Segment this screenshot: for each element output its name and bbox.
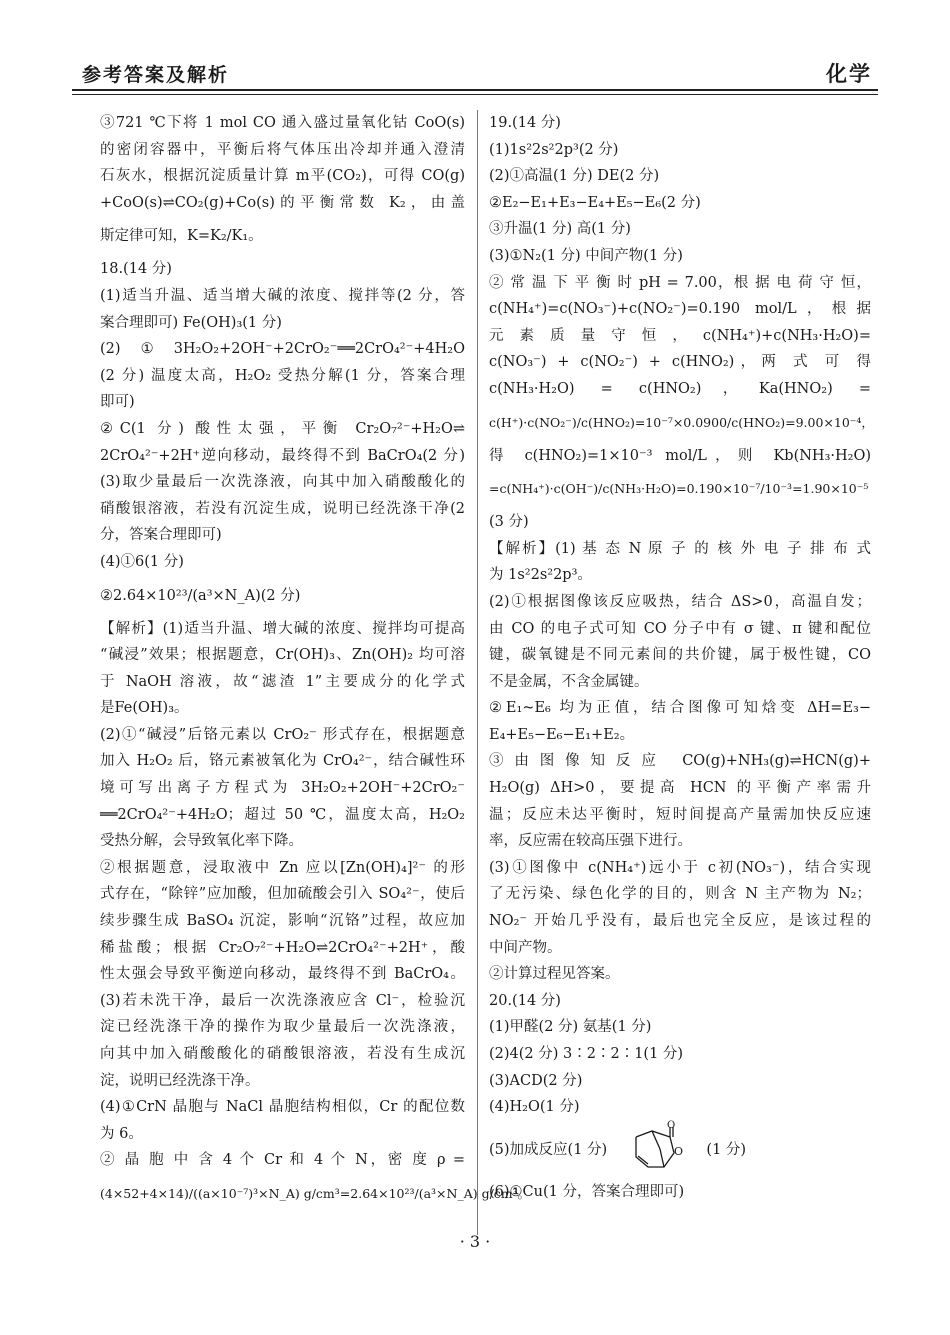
text-line: (2)①3H₂O₂+2OH⁻+2CrO₂⁻══2CrO₄²⁻+4H₂O bbox=[100, 341, 465, 358]
text-line: 加入 H₂O₂ 后，铬元素被氧化为 CrO₄²⁻，结合碱性环 bbox=[100, 753, 465, 770]
text-line: 淀已经洗涤干净的操作为取少量最后一次洗涤液， bbox=[100, 1019, 465, 1036]
text-line: ══2CrO₄²⁻+4H₂O；超过 50 ℃，温度太高，H₂O₂ bbox=[100, 806, 465, 823]
text-line: 2CrO₄²⁻+2H⁺逆向移动，最终得不到 BaCrO₄(2 分) bbox=[100, 447, 465, 464]
text-line: ② 常 温 下 平 衡 时 pH = 7.00，根 据 电 荷 守 恒， bbox=[489, 274, 871, 291]
text-line: ②C(1 分) 酸性太强，平衡 Cr₂O₇²⁻+H₂O⇌ bbox=[100, 420, 465, 437]
question-number: 19.(14 分) bbox=[489, 115, 561, 131]
text-line: ③由图像知反应 CO(g)+NH₃(g)⇌HCN(g)+ bbox=[489, 753, 871, 770]
right-column bbox=[489, 110, 874, 1205]
text-line: (3)ACD(2 分) bbox=[489, 1072, 583, 1089]
text-line: ② 晶 胞 中 含 4 个 Cr 和 4 个 N，密 度 ρ = bbox=[100, 1152, 465, 1169]
text-line: 分，答案合理即可) bbox=[100, 527, 222, 544]
text-line: c(NH₃·H₂O) = c(HNO₂)，Ka(HNO₂) = bbox=[489, 380, 871, 397]
text-line: (2)①“碱浸”后铬元素以 CrO₂⁻ 形式存在，根据题意 bbox=[100, 726, 465, 743]
text-line: (1)适当升温、适当增大碱的浓度、搅拌等(2 分，答 bbox=[100, 287, 465, 304]
text-line: (3)①图像中 c(NH₄⁺)远小于 c初(NO₃⁻)，结合实现 bbox=[489, 859, 871, 876]
density-formula: (4×52+4×14)/((a×10⁻⁷)³×N_A) g/cm³=2.64×10²³/(a³×N_A) g/cm³。 bbox=[100, 1185, 531, 1201]
text-line: (3 分) bbox=[489, 514, 529, 531]
text-line: 案合理即可) Fe(OH)₃(1 分) bbox=[100, 314, 282, 331]
text-line: (4)①CrN 晶胞与 NaCl 晶胞结构相似，Cr 的配位数 bbox=[100, 1099, 465, 1116]
text-line: ②根据题意，浸取液中 Zn 应以[Zn(OH)₄]²⁻ 的形 bbox=[100, 859, 465, 876]
text-line: (2)①根据图像该反应吸热，结合 ΔS>0，高温自发； bbox=[489, 593, 871, 610]
text-line: 性太强会导致平衡逆向移动，最终得不到 BaCrO₄。 bbox=[100, 966, 465, 983]
header-subject: 化学 bbox=[826, 61, 872, 86]
text-line: H₂O(g) ΔH>0，要提高 HCN 的平衡产率需升 bbox=[489, 780, 871, 797]
text-line: (2 分) 温度太高，H₂O₂ 受热分解(1 分，答案合理 bbox=[100, 367, 465, 384]
text-line: +CoO(s)⇌CO₂(g)+Co(s)的平衡常数 K₂，由盖 bbox=[100, 194, 465, 211]
text-line: 受热分解，会导致氧化率下降。 bbox=[100, 833, 303, 850]
analysis-line: 【解析】(1) 基 态 N 原 子 的 核 外 电 子 排 布 式 bbox=[489, 540, 871, 557]
text-line: 淀，说明已经洗涤干净。 bbox=[100, 1072, 260, 1089]
text-line: 即可) bbox=[100, 394, 135, 411]
text-line: 为 1s²2s²2p³。 bbox=[489, 567, 592, 584]
text-line: 率，反应需在较高压强下进行。 bbox=[489, 833, 692, 850]
text-line: (3)取少量最后一次洗涤液，向其中加入硝酸酸化的 bbox=[100, 474, 465, 491]
text-line: 中间产物。 bbox=[489, 939, 562, 956]
text-line: 不是金属，不含金属键。 bbox=[489, 673, 649, 690]
text-line: E₄+E₅−E₆−E₁+E₂。 bbox=[489, 726, 635, 743]
text-line: (3)①N₂(1 分) 中间产物(1 分) bbox=[489, 247, 683, 264]
text-line: (2)①高温(1 分) DE(2 分) bbox=[489, 168, 660, 185]
text-line: (1 分) bbox=[706, 1141, 747, 1158]
text-line: 元素质量守恒，c(NH₄⁺)+c(NH₃·H₂O)= bbox=[489, 327, 871, 344]
text-line: 键，碳氧键是不同元素间的共价键，属于极性键，CO bbox=[489, 647, 871, 664]
question-number: 18.(14 分) bbox=[100, 261, 172, 278]
text-line: (4)H₂O(1 分) bbox=[489, 1099, 580, 1116]
text-line: 于 NaOH 溶液，故“滤渣 1”主要成分的化学式 bbox=[100, 673, 465, 690]
answer-line-structure bbox=[489, 1121, 871, 1179]
text-line: NO₂⁻ 开始几乎没有，最后也完全反应，是该过程的 bbox=[489, 913, 871, 930]
header-title: 参考答案及解析 bbox=[82, 64, 230, 86]
text-line: 的密闭容器中，平衡后将气体压出冷却并通入澄清 bbox=[100, 141, 465, 158]
text-line: 得 c(HNO₂)=1×10⁻³ mol/L，则 Kb(NH₃·H₂O) bbox=[489, 447, 871, 464]
text-line: 斯定律可知，K=K₂/K₁。 bbox=[100, 228, 263, 245]
text-line: ③721 ℃下将 1 mol CO 通入盛过量氧化钴 CoO(s) bbox=[100, 115, 465, 131]
text-line: 境可写出离子方程式为 3H₂O₂+2OH⁻+2CrO₂⁻ bbox=[100, 780, 465, 797]
page-header bbox=[72, 58, 878, 88]
text-line: (5)加成反应(1 分) bbox=[489, 1141, 608, 1158]
text-line: 是Fe(OH)₃。 bbox=[100, 700, 189, 717]
text-line: (2)4(2 分) 3∶2∶2∶1(1 分) bbox=[489, 1046, 684, 1062]
analysis-line: 【解析】(1)适当升温、增大碱的浓度、搅拌均可提高 bbox=[100, 620, 465, 637]
text-line: “碱浸”效果；根据题意，Cr(OH)₃、Zn(OH)₂ 均可溶 bbox=[100, 647, 465, 664]
text-line: ②E₂−E₁+E₃−E₄+E₅−E₆(2 分) bbox=[489, 194, 701, 211]
text-line: ②计算过程见答案。 bbox=[489, 966, 620, 983]
header-rule-thin bbox=[72, 94, 878, 95]
text-line: 硝酸银溶液，若没有沉淀生成，说明已经洗涤干净(2 bbox=[100, 500, 465, 517]
svg-text:O: O bbox=[673, 1144, 683, 1158]
text-line: (1)1s²2s²2p³(2 分) bbox=[489, 141, 619, 158]
text-line: 由 CO 的电子式可知 CO 分子中有 σ 键、π 键和配位 bbox=[489, 620, 871, 637]
text-line: 了无污染、绿色化学的目的，则含 N 主产物为 N₂； bbox=[489, 886, 871, 903]
text-line: (3)若未洗干净，最后一次洗涤液应含 Cl⁻，检验沉 bbox=[100, 992, 465, 1009]
page-number: · 3 · bbox=[459, 1232, 491, 1251]
question-number: 20.(14 分) bbox=[489, 992, 561, 1009]
text-line: 续步骤生成 BaSO₄ 沉淀，影响“沉铬”过程，故应加 bbox=[100, 913, 465, 930]
ka-formula: c(H⁺)·c(NO₂⁻)/c(HNO₂)=10⁻⁷×0.0900/c(HNO₂)=9.00×10⁻⁴， bbox=[489, 414, 874, 430]
text-line: ③升温(1 分) 高(1 分) bbox=[489, 221, 631, 238]
header-rule-thick bbox=[72, 89, 878, 91]
text-line: ②E₁~E₆ 均为正值，结合图像可知焓变 ΔH=E₃− bbox=[489, 700, 871, 717]
text-line: (4)①6(1 分) bbox=[100, 553, 184, 570]
svg-text:O: O bbox=[666, 1119, 675, 1131]
kb-formula: =c(NH₄⁺)·c(OH⁻)/c(NH₃·H₂O)=0.190×10⁻⁷/10⁻³=1.90×10⁻⁵ bbox=[489, 481, 869, 497]
text-line: c(NO₃⁻) + c(NO₂⁻) + c(HNO₂)，两 式 可 得 bbox=[489, 354, 871, 371]
text-line: ②2.64×10²³/(a³×N_A)(2 分) bbox=[100, 587, 301, 604]
text-line: 式存在，“除锌”应加酸，但加硫酸会引入 SO₄²⁻，使后 bbox=[100, 886, 465, 903]
text-line: 温；反应未达平衡时，短时间提高产量需加快反应速 bbox=[489, 806, 871, 823]
text-line: (6)①Cu(1 分，答案合理即可) bbox=[489, 1183, 685, 1200]
text-line: 石灰水，根据沉淀质量计算 m平(CO₂)，可得 CO(g) bbox=[100, 168, 465, 185]
text-line: 向其中加入硝酸酸化的硝酸银溶液，若没有生成沉 bbox=[100, 1046, 465, 1062]
text-line: 稀盐酸；根据 Cr₂O₇²⁻+H₂O⇌2CrO₄²⁻+2H⁺，酸 bbox=[100, 939, 465, 956]
text-line: 为 6。 bbox=[100, 1125, 143, 1142]
column-divider bbox=[477, 110, 478, 1235]
lactone-structure-icon bbox=[612, 1119, 702, 1177]
text-line: (1)甲醛(2 分) 氨基(1 分) bbox=[489, 1019, 652, 1036]
text-line: c(NH₄⁺)=c(NO₃⁻)+c(NO₂⁻)=0.190 mol/L，根据 bbox=[489, 301, 871, 318]
